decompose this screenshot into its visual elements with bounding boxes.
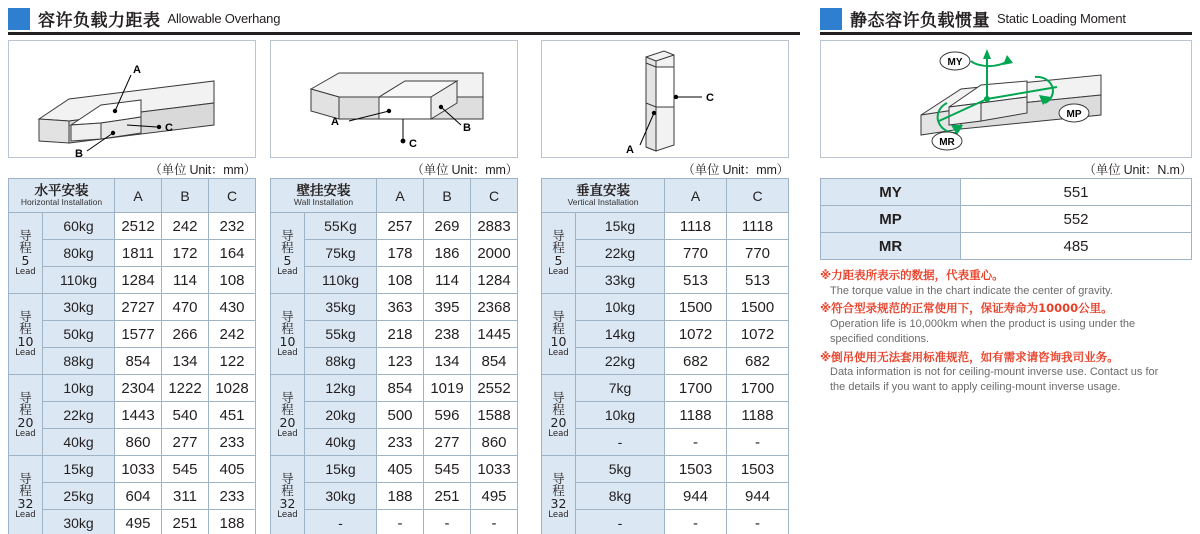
load-weight-cell: 8kg — [576, 483, 665, 510]
value-cell-a: - — [377, 510, 424, 534]
diagram-vertical-installation — [541, 40, 789, 158]
table-row — [271, 240, 518, 267]
load-weight-cell: 110kg — [305, 267, 377, 294]
table-row — [542, 348, 789, 375]
value-cell-c: 232 — [209, 213, 256, 240]
unit-label-vertical: （单位 Unit：mm） — [682, 163, 789, 177]
note-text-en: Data information is not for ceiling-mount inverse use. Contact us for the details if you want to apply ceiling-mount inverse usage. — [830, 366, 1159, 393]
value-cell-c: 1028 — [209, 375, 256, 402]
table-row — [9, 483, 256, 510]
table-row — [542, 267, 789, 294]
value-cell-a: 495 — [115, 510, 162, 534]
unit-label-horizontal: （单位 Unit：mm） — [149, 163, 256, 177]
moment-label: MY — [821, 179, 961, 206]
moment-label: MP — [821, 206, 961, 233]
load-weight-cell: 35kg — [305, 294, 377, 321]
value-cell-c: 1033 — [471, 456, 518, 483]
svg-text:B: B — [463, 122, 471, 134]
load-weight-cell: 88kg — [43, 348, 115, 375]
value-cell-a: 860 — [115, 429, 162, 456]
value-cell-c: 233 — [209, 483, 256, 510]
load-weight-cell: 30kg — [43, 294, 115, 321]
note-item — [820, 268, 1170, 298]
svg-text:C: C — [409, 138, 417, 150]
load-weight-cell: 110kg — [43, 267, 115, 294]
lead-label: 导 程 10 Lead — [9, 294, 43, 375]
value-cell-a: 1118 — [665, 213, 727, 240]
load-weight-cell: 10kg — [43, 375, 115, 402]
note-text-cn: ※符合型录规范的正常使用下，保证寿命为10000公里。 — [820, 301, 1113, 316]
moment-value: 485 — [961, 233, 1192, 260]
value-cell-c: 1500 — [727, 294, 789, 321]
load-weight-cell: 55kg — [305, 321, 377, 348]
value-cell-c: 854 — [471, 348, 518, 375]
value-cell-a: 944 — [665, 483, 727, 510]
value-cell-b: 251 — [424, 483, 471, 510]
value-cell-b: 395 — [424, 294, 471, 321]
value-cell-c: 405 — [209, 456, 256, 483]
lead-label: 导 程 20 Lead — [542, 375, 576, 456]
value-cell-c: 1284 — [471, 267, 518, 294]
table-row — [9, 321, 256, 348]
value-cell-c: 1503 — [727, 456, 789, 483]
table-header-title — [542, 179, 665, 213]
value-cell-a: 2304 — [115, 375, 162, 402]
svg-text:C: C — [706, 92, 714, 104]
load-weight-cell: 20kg — [305, 402, 377, 429]
value-cell-b: 269 — [424, 213, 471, 240]
value-cell-a: 1188 — [665, 402, 727, 429]
value-cell-c: - — [471, 510, 518, 534]
value-cell-a: 178 — [377, 240, 424, 267]
load-weight-cell: 14kg — [576, 321, 665, 348]
lead-label: 导 程 10 Lead — [542, 294, 576, 375]
load-weight-cell: 30kg — [305, 483, 377, 510]
lead-label: 导 程 32 Lead — [9, 456, 43, 534]
load-weight-cell: 40kg — [43, 429, 115, 456]
value-cell-c: 1445 — [471, 321, 518, 348]
value-cell-a: 604 — [115, 483, 162, 510]
value-cell-a: 108 — [377, 267, 424, 294]
column-header-a: A — [115, 179, 162, 213]
diagram-horizontal-svg — [9, 41, 255, 157]
value-cell-c: 430 — [209, 294, 256, 321]
load-weight-cell: 12kg — [305, 375, 377, 402]
moment-value: 551 — [961, 179, 1192, 206]
value-cell-a: 2512 — [115, 213, 162, 240]
svg-text:A: A — [331, 116, 339, 128]
value-cell-a: - — [665, 510, 727, 534]
value-cell-a: 854 — [377, 375, 424, 402]
value-cell-b: 266 — [162, 321, 209, 348]
value-cell-b: 470 — [162, 294, 209, 321]
value-cell-c: 770 — [727, 240, 789, 267]
notes-block — [820, 268, 1170, 398]
value-cell-a: 405 — [377, 456, 424, 483]
diagram-wall-svg — [271, 41, 517, 157]
value-cell-b: 114 — [424, 267, 471, 294]
unit-label-moment: （单位 Unit：N.m） — [1083, 163, 1192, 177]
table-row — [9, 348, 256, 375]
value-cell-c: 451 — [209, 402, 256, 429]
lead-label: 导 程 10 Lead — [271, 294, 305, 375]
moment-row — [821, 206, 1192, 233]
load-weight-cell: 25kg — [43, 483, 115, 510]
svg-text:C: C — [165, 122, 173, 134]
moment-label: MR — [821, 233, 961, 260]
table-row — [542, 213, 789, 240]
svg-text:A: A — [133, 64, 141, 76]
table-horizontal-installation — [8, 178, 256, 534]
value-cell-c: 495 — [471, 483, 518, 510]
table-static-loading-moment — [820, 178, 1192, 260]
section-marker-icon — [8, 8, 30, 30]
value-cell-c: 1118 — [727, 213, 789, 240]
value-cell-c: 122 — [209, 348, 256, 375]
value-cell-a: 500 — [377, 402, 424, 429]
diagram-static-loading-moment — [820, 40, 1192, 158]
note-text-en: Operation life is 10,000km when the product is using under the specified conditions. — [830, 317, 1136, 345]
value-cell-c: - — [727, 429, 789, 456]
column-header-a: A — [377, 179, 424, 213]
table-header-en: Wall Installation — [293, 197, 354, 208]
table-header-title — [271, 179, 377, 213]
value-cell-c: 682 — [727, 348, 789, 375]
load-weight-cell: 15kg — [576, 213, 665, 240]
load-weight-cell: 10kg — [576, 402, 665, 429]
value-cell-c: - — [727, 510, 789, 534]
note-item — [820, 350, 1170, 395]
value-cell-a: 770 — [665, 240, 727, 267]
note-text-cn: ※倒吊使用无法套用标准规范，如有需求请咨询我司业务。 — [820, 349, 1119, 364]
value-cell-c: 513 — [727, 267, 789, 294]
table-row — [9, 267, 256, 294]
value-cell-c: 2552 — [471, 375, 518, 402]
table-row — [542, 456, 789, 483]
table-row — [542, 483, 789, 510]
value-cell-a: 854 — [115, 348, 162, 375]
table-row — [9, 213, 256, 240]
value-cell-b: 596 — [424, 402, 471, 429]
value-cell-c: 860 — [471, 429, 518, 456]
section-header-moment — [820, 6, 1126, 31]
value-cell-c: 1188 — [727, 402, 789, 429]
table-row — [542, 375, 789, 402]
value-cell-b: 545 — [424, 456, 471, 483]
load-weight-cell: 15kg — [305, 456, 377, 483]
moment-table-body — [821, 179, 1192, 260]
moment-row — [821, 233, 1192, 260]
load-weight-cell: 22kg — [43, 402, 115, 429]
value-cell-b: 311 — [162, 483, 209, 510]
value-cell-a: 233 — [377, 429, 424, 456]
section-marker-icon-2 — [820, 8, 842, 30]
section-title-cn-2: 静态容许负载惯量 — [850, 11, 990, 31]
note-text-cn: ※力距表所表示的数据，代表重心。 — [820, 268, 1004, 282]
value-cell-a: 682 — [665, 348, 727, 375]
column-header-c: C — [471, 179, 518, 213]
table-row — [271, 402, 518, 429]
moment-value: 552 — [961, 206, 1192, 233]
value-cell-c: 1588 — [471, 402, 518, 429]
load-weight-cell: - — [305, 510, 377, 534]
value-cell-c: 233 — [209, 429, 256, 456]
column-header-c: C — [727, 179, 789, 213]
value-cell-b: 277 — [424, 429, 471, 456]
load-weight-cell: - — [576, 510, 665, 534]
table-row — [9, 375, 256, 402]
value-cell-a: 123 — [377, 348, 424, 375]
unit-label-wall: （单位 Unit：mm） — [411, 163, 518, 177]
value-cell-a: 1577 — [115, 321, 162, 348]
value-cell-c: 944 — [727, 483, 789, 510]
table-body — [542, 213, 789, 534]
svg-text:MP: MP — [1066, 109, 1082, 120]
value-cell-b: - — [424, 510, 471, 534]
table-row — [271, 510, 518, 534]
column-header-b: B — [162, 179, 209, 213]
load-weight-cell: 88kg — [305, 348, 377, 375]
value-cell-c: 2368 — [471, 294, 518, 321]
value-cell-a: 188 — [377, 483, 424, 510]
table-body — [9, 213, 256, 534]
section-divider-left — [8, 32, 800, 35]
value-cell-a: 1700 — [665, 375, 727, 402]
table-row — [542, 321, 789, 348]
table-row — [542, 402, 789, 429]
load-weight-cell: 22kg — [576, 348, 665, 375]
value-cell-a: 218 — [377, 321, 424, 348]
table-header-cn: 水平安装 — [34, 182, 89, 199]
table-header-en: Horizontal Installation — [20, 197, 103, 208]
load-weight-cell: 50kg — [43, 321, 115, 348]
value-cell-c: 242 — [209, 321, 256, 348]
table-row — [9, 240, 256, 267]
table-vertical-installation — [541, 178, 789, 534]
load-weight-cell: 15kg — [43, 456, 115, 483]
diagram-horizontal-installation — [8, 40, 256, 158]
note-item — [820, 301, 1170, 346]
value-cell-b: 242 — [162, 213, 209, 240]
table-header-cn: 壁挂安装 — [296, 182, 351, 199]
column-header-b: B — [424, 179, 471, 213]
value-cell-b: 238 — [424, 321, 471, 348]
load-weight-cell: 7kg — [576, 375, 665, 402]
load-weight-cell: 10kg — [576, 294, 665, 321]
column-header-a: A — [665, 179, 727, 213]
table-header-title — [9, 179, 115, 213]
value-cell-c: 2883 — [471, 213, 518, 240]
table-row — [271, 456, 518, 483]
value-cell-b: 172 — [162, 240, 209, 267]
value-cell-c: 2000 — [471, 240, 518, 267]
lead-label: 导 程 20 Lead — [9, 375, 43, 456]
value-cell-a: 363 — [377, 294, 424, 321]
load-weight-cell: 30kg — [43, 510, 115, 534]
table-row — [271, 429, 518, 456]
table-row — [542, 510, 789, 534]
table-header-en: Vertical Installation — [567, 197, 639, 208]
value-cell-a: - — [665, 429, 727, 456]
table-body — [271, 213, 518, 534]
value-cell-a: 1443 — [115, 402, 162, 429]
section-title-cn: 容许负载力距表 — [38, 11, 161, 31]
table-row — [271, 321, 518, 348]
value-cell-b: 540 — [162, 402, 209, 429]
lead-label: 导 程 5 Lead — [542, 213, 576, 294]
svg-text:A: A — [626, 144, 634, 156]
value-cell-b: 1019 — [424, 375, 471, 402]
lead-label: 导 程 32 Lead — [542, 456, 576, 534]
value-cell-a: 1284 — [115, 267, 162, 294]
value-cell-b: 114 — [162, 267, 209, 294]
value-cell-b: 277 — [162, 429, 209, 456]
diagram-vertical-svg — [542, 41, 788, 157]
table-row — [271, 483, 518, 510]
table-row — [9, 294, 256, 321]
lead-label: 导 程 5 Lead — [271, 213, 305, 294]
value-cell-b: 134 — [162, 348, 209, 375]
table-row — [542, 294, 789, 321]
table-row — [271, 375, 518, 402]
table-header-cn: 垂直安装 — [576, 182, 630, 199]
table-row — [9, 510, 256, 534]
section-title-en: Allowable Overhang — [167, 11, 281, 26]
moment-row — [821, 179, 1192, 206]
value-cell-a: 1033 — [115, 456, 162, 483]
value-cell-b: 134 — [424, 348, 471, 375]
table-row — [542, 429, 789, 456]
lead-label: 导 程 5 Lead — [9, 213, 43, 294]
svg-text:B: B — [75, 148, 83, 157]
table-header-row — [542, 179, 789, 213]
value-cell-b: 545 — [162, 456, 209, 483]
value-cell-c: 164 — [209, 240, 256, 267]
table-row — [271, 267, 518, 294]
section-title-en-2: Static Loading Moment — [997, 11, 1126, 26]
lead-label: 导 程 20 Lead — [271, 375, 305, 456]
lead-label: 导 程 32 Lead — [271, 456, 305, 534]
value-cell-c: 1700 — [727, 375, 789, 402]
table-row — [9, 429, 256, 456]
value-cell-a: 1072 — [665, 321, 727, 348]
table-header-row — [271, 179, 518, 213]
value-cell-c: 188 — [209, 510, 256, 534]
table-row — [271, 348, 518, 375]
load-weight-cell: - — [576, 429, 665, 456]
table-row — [542, 240, 789, 267]
load-weight-cell: 55Kg — [305, 213, 377, 240]
table-row — [9, 456, 256, 483]
value-cell-c: 1072 — [727, 321, 789, 348]
load-weight-cell: 22kg — [576, 240, 665, 267]
load-weight-cell: 75kg — [305, 240, 377, 267]
value-cell-a: 1811 — [115, 240, 162, 267]
note-text-en: The torque value in the chart indicate the center of gravity. — [830, 284, 1113, 297]
diagram-moment-svg — [821, 41, 1191, 157]
section-divider-right — [820, 32, 1192, 35]
load-weight-cell: 33kg — [576, 267, 665, 294]
table-wall-installation — [270, 178, 518, 534]
load-weight-cell: 60kg — [43, 213, 115, 240]
value-cell-c: 108 — [209, 267, 256, 294]
svg-text:MY: MY — [947, 57, 963, 68]
value-cell-a: 1503 — [665, 456, 727, 483]
table-row — [9, 402, 256, 429]
diagram-wall-installation — [270, 40, 518, 158]
load-weight-cell: 80kg — [43, 240, 115, 267]
table-header-row — [9, 179, 256, 213]
value-cell-b: 186 — [424, 240, 471, 267]
table-row — [271, 294, 518, 321]
column-header-c: C — [209, 179, 256, 213]
load-weight-cell: 5kg — [576, 456, 665, 483]
value-cell-b: 1222 — [162, 375, 209, 402]
svg-text:MR: MR — [939, 137, 955, 148]
value-cell-a: 257 — [377, 213, 424, 240]
value-cell-a: 1500 — [665, 294, 727, 321]
section-header-overhang — [8, 6, 280, 31]
table-row — [271, 213, 518, 240]
value-cell-a: 513 — [665, 267, 727, 294]
load-weight-cell: 40kg — [305, 429, 377, 456]
value-cell-a: 2727 — [115, 294, 162, 321]
value-cell-b: 251 — [162, 510, 209, 534]
